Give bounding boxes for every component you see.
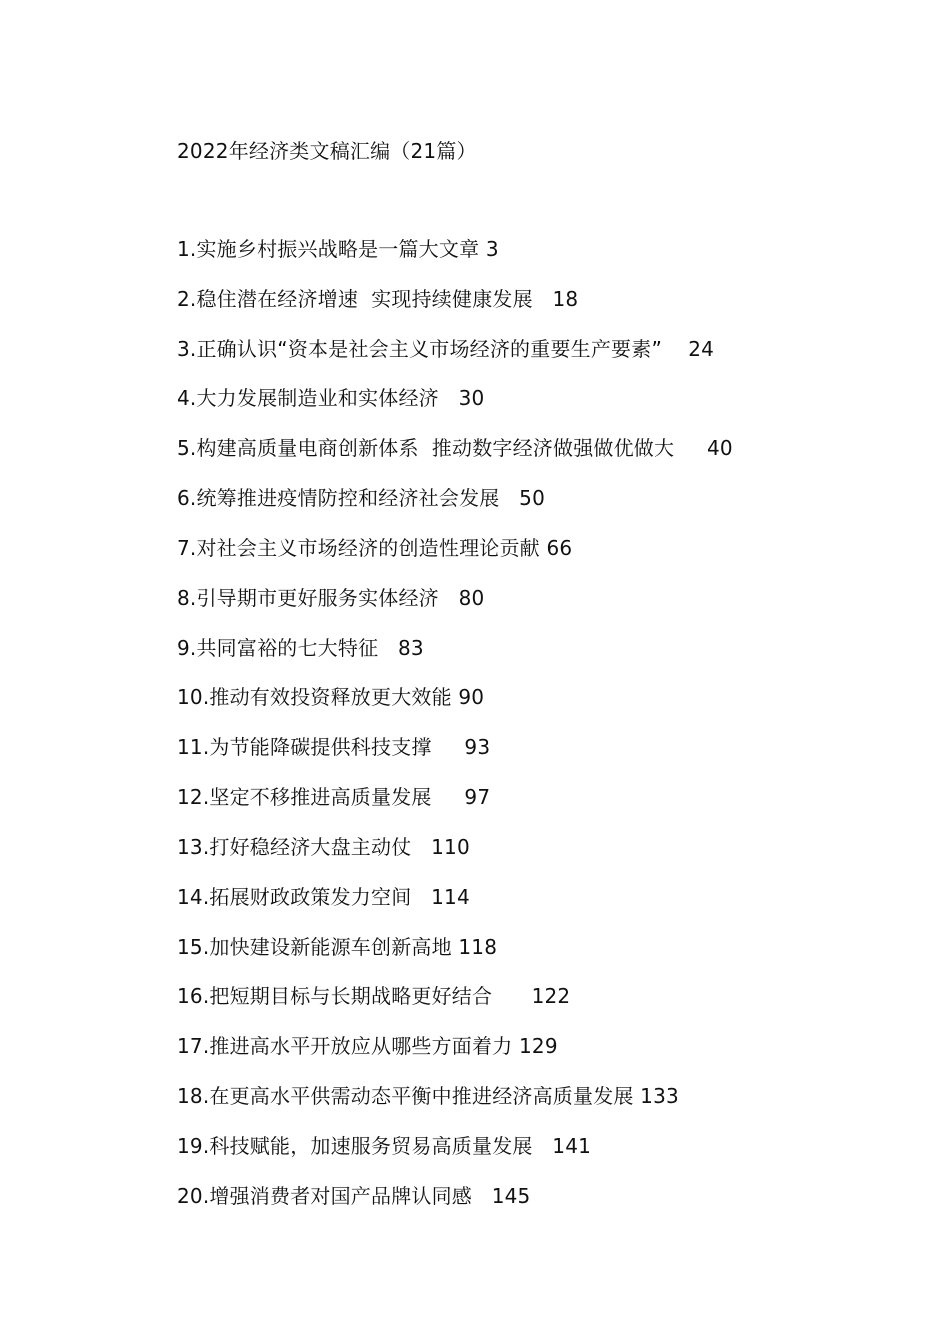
toc-item-page: 18 <box>532 286 579 311</box>
toc-item-title: 2.稳住潜在经济增速 实现持续健康发展 <box>177 286 533 311</box>
toc-item <box>177 833 733 883</box>
toc-item-title: 5.构建高质量电商创新体系 推动数字经济做强做优做大 <box>177 436 675 461</box>
toc-item-page: 50 <box>499 486 546 511</box>
document-title: 2022年经济类文稿汇编（21篇） <box>177 139 477 163</box>
toc-item <box>177 1082 733 1132</box>
toc-item <box>177 285 733 335</box>
toc-item-page: 30 <box>438 386 485 411</box>
toc-item <box>177 634 733 684</box>
toc-item-page: 3 <box>479 237 499 261</box>
toc-item-page: 66 <box>539 535 573 560</box>
toc-item-page: 80 <box>438 585 485 610</box>
toc-item-title: 17.推进高水平开放应从哪些方面着力 <box>177 1034 513 1059</box>
toc-item <box>177 484 733 534</box>
toc-item <box>177 584 733 634</box>
toc-item <box>177 335 733 385</box>
toc-item-page: 83 <box>378 635 424 660</box>
toc-item-page: 122 <box>492 984 571 1009</box>
toc-item-title: 15.加快建设新能源车创新高地 <box>177 934 452 959</box>
toc-item <box>177 683 733 733</box>
toc-item-page: 90 <box>451 685 485 710</box>
toc-item-title: 7.对社会主义市场经济的创造性理论贡献 <box>177 535 540 560</box>
toc-item <box>177 883 733 933</box>
toc-item-title: 19.科技赋能，加速服务贸易高质量发展 <box>177 1133 533 1158</box>
toc-item-page: 133 <box>633 1084 679 1109</box>
toc-item-title: 10.推动有效投资释放更大效能 <box>177 685 452 710</box>
toc-item-title: 18.在更高水平供需动态平衡中推进经济高质量发展 <box>177 1084 634 1109</box>
toc-item-page: 110 <box>411 834 470 859</box>
toc-item-page: 141 <box>532 1133 592 1158</box>
toc-item-title: 4.大力发展制造业和实体经济 <box>177 386 439 411</box>
toc-item-title: 8.引导期市更好服务实体经济 <box>177 585 439 610</box>
toc-item-title: 13.打好稳经济大盘主动仗 <box>177 834 412 859</box>
toc-item <box>177 1132 733 1182</box>
toc-item-page: 40 <box>674 436 733 461</box>
toc-item-page: 114 <box>411 884 470 909</box>
toc-item-title: 11.为节能降碳提供科技支撑 <box>177 735 432 760</box>
toc-item <box>177 1032 733 1082</box>
toc-item-title: 12.坚定不移推进高质量发展 <box>177 785 432 810</box>
toc-item-title: 1.实施乡村振兴战略是一篇大文章 <box>177 237 480 261</box>
toc-item <box>177 733 733 783</box>
toc-item-page: 129 <box>512 1034 558 1059</box>
toc-item <box>177 384 733 434</box>
toc-item-page: 97 <box>431 785 491 810</box>
toc-item-page: 93 <box>431 735 491 760</box>
toc-item <box>177 1182 733 1232</box>
toc-item <box>177 534 733 584</box>
toc-item-title: 6.统筹推进疫情防控和经济社会发展 <box>177 486 500 511</box>
toc-item-page: 145 <box>472 1183 531 1208</box>
toc-item-title: 9.共同富裕的七大特征 <box>177 635 379 660</box>
toc-item-title: 20.增强消费者对国产品牌认同感 <box>177 1183 473 1208</box>
toc-item <box>177 982 733 1032</box>
toc-item-page: 24 <box>662 336 715 361</box>
toc-item <box>177 933 733 983</box>
toc-item-title: 3.正确认识“资本是社会主义市场经济的重要生产要素” <box>177 336 663 361</box>
toc-item-title: 14.拓展财政政策发力空间 <box>177 884 412 909</box>
table-of-contents <box>177 235 733 1232</box>
toc-item <box>177 235 733 285</box>
toc-item-page: 118 <box>451 934 498 959</box>
toc-item <box>177 783 733 833</box>
toc-item-title: 16.把短期目标与长期战略更好结合 <box>177 984 493 1009</box>
toc-item <box>177 434 733 484</box>
